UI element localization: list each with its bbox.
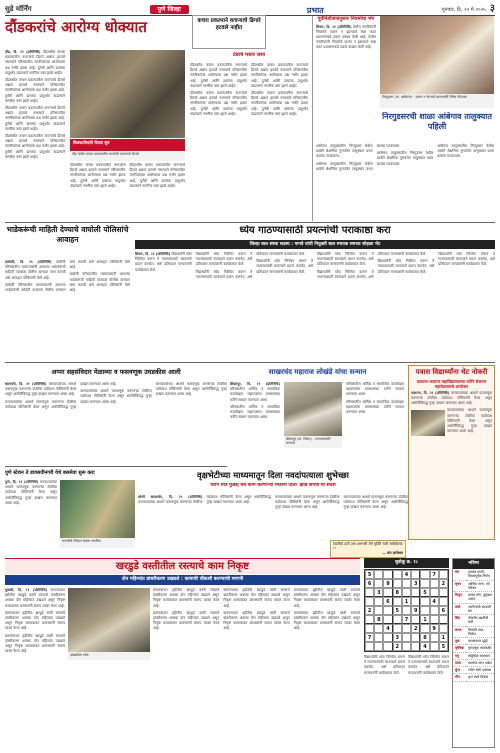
dhyey-body-text-6: विद्यार्थ्यांनी ध्येय निश्चित करून ते गाठण्यासाठी सातत्याने प्रयत्न करावेत, असे प्रतिपादन मान्यवरांनी कार्यक्रमात केले.: [316, 252, 427, 279]
lead-side-headline: कचरा प्रकल्पाने कचऱ्याचे ढिगारे हटवले नाहीत: [197, 18, 261, 32]
lead-col3-text-3: दौंडमधील कचरा प्रकल्पातील कचऱ्याचे ढिगारे अद्याप हटवले नसल्याने परिसरातील नागरिकांच्या आरोग्याचा प्रश्न गंभीर झाला आहे. दुर्गंधी आणि डासांचा प्रादुर्भाव वाढल्याने नागरिक त्रस्त झाले आहेत.: [251, 63, 308, 88]
horoscope-sign: कन्या: [453, 626, 466, 638]
lokhande-headline: साखरचंद महाराज लोखंडे यांचा सन्मान: [268, 368, 367, 376]
sudoku-cell: 5: [365, 570, 374, 579]
horoscope-table: [453, 569, 494, 682]
sudoku-cell: [383, 633, 392, 642]
rescue-body-text: कागदपत्रांच्या आधारे फसवणूक करणाऱ्या टोळीचा पर्दाफाश पोलिसांनी केला असून आरोपींविरुद्ध गुन्हा दाखल करण्यात आला आहे.: [5, 480, 57, 505]
sudoku-cell: [402, 606, 411, 615]
accident-body-text-3: कागदपत्रांच्या आधारे फसवणूक करणाऱ्या टोळीचा पर्दाफाश पोलिसांनी केला असून आरोपींविरुद्ध गुन्हा दाखल करण्यात आला आहे.: [80, 389, 152, 404]
rescue-body: [5, 480, 57, 555]
right-brief: [316, 16, 376, 106]
horoscope-text: कामाचा ताण वाढेल: [466, 659, 494, 666]
sudoku-cell: 2: [365, 606, 374, 615]
lead-side-box: [192, 15, 266, 49]
sudoku-cell: [374, 606, 383, 615]
sudoku-cell: [383, 588, 392, 597]
lokhande-body-text-3: परिसरातील धार्मिक व सामाजिक कार्याबद्दल महाराजांचा ग्रामस्थांच्या वतीने सत्कार करण्यात आला.: [346, 382, 404, 397]
right-brief-title: पूर्वनियोजनानुसार नियमांचा भंग: [317, 16, 375, 22]
garbage-photo: [70, 50, 185, 138]
sudoku-cell: 3: [393, 633, 402, 642]
horoscope-sign: कर्क: [453, 603, 466, 615]
school-body-text: आंबेगाव तालुक्यातील निरगुडसर येथील शाळेने शैक्षणिक गुणवत्तेत तालुक्यात प्रथम क्रमांक पटकावला.: [316, 144, 373, 159]
horoscope-row: [453, 667, 494, 674]
road-body-2: [153, 588, 360, 748]
sudoku-cell: [365, 588, 374, 597]
lead-box-title: मिळकतींसाठी विवाद सुरु: [70, 139, 185, 151]
dhyey-body-text-3: विद्यार्थ्यांनी ध्येय निश्चित करून ते गाठण्यासाठी सातत्याने प्रयत्न करावेत, असे प्रतिपादन मान्यवरांनी कार्यक्रमात केले.: [195, 252, 306, 279]
section-label: सुडे मॉर्निंग: [5, 5, 32, 14]
dhyey-body-text-2: विद्यार्थ्यांनी ध्येय निश्चित करून ते गाठण्यासाठी सातत्याने प्रयत्न करावेत, असे प्रतिपादन मान्यवरांनी कार्यक्रमात केले.: [195, 252, 253, 267]
sudoku-cell: [365, 615, 374, 624]
police-headline: भाडेकरूंची माहिती देण्याचे वाघोली पोलिसांचे आवाहन: [6, 225, 129, 244]
horoscope-text: शुभ वार्ता मिळेल: [466, 674, 494, 681]
sudoku-cell: 8: [374, 615, 383, 624]
sudoku-cell: [439, 597, 448, 606]
sudoku-cell: 4: [430, 597, 439, 606]
dhyey-headline: ध्येय गाठण्यासाठी प्रयत्नांची पराकाष्ठा करा: [239, 225, 391, 236]
horoscope-sign: मीन: [453, 674, 466, 681]
sudoku-cell: [411, 633, 420, 642]
lokhande-body: [230, 382, 280, 452]
sudoku-cell: 8: [393, 588, 402, 597]
school-photo-caption: निरगुडसर (ता. आंबेगाव) : प्रयत्न न केल्याने ग्रामस्थांनी निषेध नोंदवला: [380, 94, 494, 108]
horoscope-row: [453, 580, 494, 592]
road-body-text-8: ग्रामपंचायत हद्दीतील खरडुडे वस्ती रस्त्याचे डांबरीकरण अवघ्या दोन महिन्यांत उखडले असून निकृष्ट कामाबाबत ग्रामस्थांनी संताप व्यक्त केला आहे.: [293, 588, 360, 608]
lead-col2-text-2: दौंडमधील कचरा प्रकल्पातील कचऱ्याचे ढिगारे अद्याप हटवले नसल्याने परिसरातील नागरिकांच्या आरोग्याचा प्रश्न गंभीर झाला आहे. दुर्गंधी आणि डासांचा प्रादुर्भाव वाढल्याने नागरिक त्रस्त झाले आहेत.: [129, 163, 185, 188]
patra-headline: पत्रास विद्यार्थ्यांना थेट नोकरी: [415, 368, 488, 376]
road-body-text-7: ग्रामपंचायत हद्दीतील खरडुडे वस्ती रस्त्याचे डांबरीकरण अवघ्या दोन महिन्यांत उखडले असून निकृष्ट कामाबाबत ग्रामस्थांनी संताप व्यक्त केला आहे.: [223, 610, 290, 631]
patra-box: [408, 365, 495, 540]
sudoku-cell: [374, 624, 383, 633]
sudoku-cell: [402, 633, 411, 642]
horoscope-row: [453, 652, 494, 659]
road-photo: [68, 588, 150, 652]
horoscope-sign: वृश्चिक: [455, 646, 464, 651]
sudoku-cell: [393, 597, 402, 606]
lokhande-body-text: परिसरातील धार्मिक व सामाजिक कार्याबद्दल महाराजांचा ग्रामस्थांच्या वतीने सत्कार करण्यात आला.: [230, 387, 280, 402]
sudoku-cell: [383, 642, 392, 651]
sudoku-cell: [420, 570, 429, 579]
horoscope-row: [453, 569, 494, 580]
horoscope-text: नोकरीत बढतीची संधी: [466, 615, 494, 627]
sudoku-cell: [430, 606, 439, 615]
road-body-text-3: ग्रामपंचायत हद्दीतील खरडुडे वस्ती रस्त्याचे डांबरीकरण अवघ्या दोन महिन्यांत उखडले असून निकृष्ट कामाबाबत ग्रामस्थांनी संताप व्यक्त केला आहे.: [5, 633, 65, 654]
accident-headline-box: [5, 365, 227, 379]
road-body-text: ग्रामपंचायत हद्दीतील खरडुडे वस्ती रस्त्याचे डांबरीकरण अवघ्या दोन महिन्यांत उखडले असून निकृष्ट कामाबाबत ग्रामस्थांनी संताप व्यक्त केला आहे.: [5, 588, 65, 608]
school-photo: [380, 16, 494, 94]
police-headline-box: [5, 225, 130, 259]
horoscope-sign: धनु: [453, 652, 466, 659]
sudoku-cell: [420, 597, 429, 606]
road-dateline: मुळशी, दि. २१ (प्रतिनिधि): [5, 588, 48, 592]
police-body-text-3: वाघोली परिसरातील घरमालकांनी आपल्या भाडेकरूंची माहिती तात्काळ पोलीस ठाण्यात जमा करावी असे आवाहन पोलिसांनी केले आहे.: [69, 272, 130, 293]
sudoku-cell: [374, 579, 383, 588]
patra-body-text: कागदपत्रांच्या आधारे फसवणूक करणाऱ्या टोळीचा पर्दाफाश पोलिसांनी केला असून आरोपींविरुद्ध गुन्हा दाखल करण्यात आला आहे.: [411, 390, 492, 406]
road-body-text-5: ग्रामपंचायत हद्दीतील खरडुडे वस्ती रस्त्याचे डांबरीकरण अवघ्या दोन महिन्यांत उखडले असून निकृष्ट कामाबाबत ग्रामस्थांनी संताप व्यक्त केला आहे.: [153, 610, 220, 631]
rescue-caption: मागणीचे निवेदन देताना नागरिक: [60, 538, 135, 548]
police-body: [5, 260, 130, 360]
sudoku-cell: [439, 570, 448, 579]
dhyey-body-text-7: विद्यार्थ्यांनी ध्येय निश्चित करून ते गाठण्यासाठी सातत्याने प्रयत्न करावेत, असे प्रतिपादन मान्यवरांनी कार्यक्रमात केले.: [377, 259, 435, 274]
sudoku-cell: 4: [420, 642, 429, 651]
sudoku-cell: 3: [374, 588, 383, 597]
police-body-text-2: वाघोली परिसरातील घरमालकांनी आपल्या भाडेकरूंची माहिती तात्काळ पोलीस ठाण्यात जमा करावी असे आवाहन पोलिसांनी केले आहे.: [5, 260, 130, 293]
sudoku-cell: [383, 606, 392, 615]
city-tag: पुणे जिल्हा: [150, 5, 189, 15]
sudoku-cell: 7: [365, 633, 374, 642]
sudoku-cell: [430, 588, 439, 597]
patra-photo: [411, 410, 445, 436]
dhyey-body-text-5: विद्यार्थ्यांनी ध्येय निश्चित करून ते गाठण्यासाठी सातत्याने प्रयत्न करावेत, असे प्रतिपादन मान्यवरांनी कार्यक्रमात केले.: [316, 252, 374, 267]
sudoku-cell: 9: [383, 579, 392, 588]
sudoku-cell: [365, 597, 374, 606]
sudoku-cell: [402, 579, 411, 588]
dhyey-headline-box: [135, 225, 495, 239]
lokhande-dateline: शिक्रापूर, दि. २१ (प्रतिनिधि): [230, 382, 280, 386]
sudoku-cell: [420, 579, 429, 588]
school-body: [316, 110, 494, 220]
lead-body-repeat-3: दौंडमधील कचरा प्रकल्पातील कचऱ्याचे ढिगारे अद्याप हटवले नसल्याने परिसरातील नागरिकांच्या आरोग्याचा प्रश्न गंभीर झाला आहे. दुर्गंधी आणि डासांचा प्रादुर्भाव वाढल्याने नागरिक त्रस्त झाले आहेत.: [5, 134, 65, 159]
lead-dateline: दौंड, दि. २१ (प्रतिनिधि): [5, 50, 41, 54]
sudoku-side-body-2: विद्यार्थ्यांनी ध्येय निश्चित करून ते गाठण्यासाठी सातत्याने प्रयत्न करावेत, असे प्रतिपादन मान्यवरांनी कार्यक्रमात केले.: [408, 655, 449, 675]
road-headline-box: [5, 558, 360, 574]
page-number: ३: [489, 3, 495, 15]
rescue-headline-box: [5, 468, 135, 478]
road-headline: खरडुडे वस्तीतील रस्त्याचे काम निकृष्ट: [115, 561, 250, 572]
lokhande-body-text-4: परिसरातील धार्मिक व सामाजिक कार्याबद्दल महाराजांचा ग्रामस्थांच्या वतीने सत्कार करण्यात आला.: [346, 399, 404, 415]
horoscope-sign: सिंह: [453, 615, 466, 627]
lead-col3-text-4: दौंडमधील कचरा प्रकल्पातील कचऱ्याचे ढिगारे अद्याप हटवले नसल्याने परिसरातील नागरिकांच्या आरोग्याचा प्रश्न गंभीर झाला आहे. दुर्गंधी आणि डासांचा प्रादुर्भाव वाढल्याने नागरिक त्रस्त झाले आहेत.: [251, 91, 308, 116]
patra-body-text-2: कागदपत्रांच्या आधारे फसवणूक करणाऱ्या टोळीचा पर्दाफाश पोलिसांनी केला असून आरोपींविरुद्ध गुन्हा दाखल करण्यात आला आहे.: [447, 408, 492, 434]
lead-col3-text: दौंडमधील कचरा प्रकल्पातील कचऱ्याचे ढिगारे अद्याप हटवले नसल्याने परिसरातील नागरिकांच्या आरोग्याचा प्रश्न गंभीर झाला आहे. दुर्गंधी आणि डासांचा प्रादुर्भाव वाढल्याने नागरिक त्रस्त झाले आहेत.: [190, 63, 247, 88]
sudoku-cell: [420, 624, 429, 633]
right-brief-body-2: येथील नागरिकांनी नियमांचे पालन न झाल्याचे स्पष्ट करत प्रशासनाकडे तक्रार दाखल केली आहे.: [316, 34, 376, 50]
lead-headline-box: [5, 18, 190, 46]
lead-col3-text-2: दौंडमधील कचरा प्रकल्पातील कचऱ्याचे ढिगारे अद्याप हटवले नसल्याने परिसरातील नागरिकांच्या आरोग्याचा प्रश्न गंभीर झाला आहे. दुर्गंधी आणि डासांचा प्रादुर्भाव वाढल्याने नागरिक त्रस्त झाले आहेत.: [190, 91, 247, 116]
sudoku-cell: [439, 615, 448, 624]
brand-logo: प्रभात: [306, 4, 324, 15]
road-body-text-6: ग्रामपंचायत हद्दीतील खरडुडे वस्ती रस्त्याचे डांबरीकरण अवघ्या दोन महिन्यांत उखडले असून निकृष्ट कामाबाबत ग्रामस्थांनी संताप व्यक्त केला आहे.: [223, 588, 290, 608]
sudoku-cell: [383, 615, 392, 624]
sudoku-cell: [374, 570, 383, 579]
sudoku-cell: 5: [420, 588, 429, 597]
sudoku-cell: 6: [383, 597, 392, 606]
horoscope-text: व्यवसायात वृद्धी: [466, 638, 494, 645]
horoscope-text: मित्रांची मदत मिळेल: [466, 626, 494, 638]
accident-body-text-4: कागदपत्रांच्या आधारे फसवणूक करणाऱ्या टोळीचा पर्दाफाश पोलिसांनी केला असून आरोपींविरुद्ध गुन्हा दाखल करण्यात आला आहे.: [155, 382, 227, 397]
sudoku-cell: 6: [365, 579, 374, 588]
sudoku-cell: 2: [411, 624, 420, 633]
right-brief-body: येथील नागरिकांनी नियमांचे पालन न झाल्याचे स्पष्ट करत प्रशासनाकडे तक्रार दाखल केली आहे.: [316, 24, 376, 39]
sudoku-cell: [439, 624, 448, 633]
sudoku-cell: [411, 642, 420, 651]
sudoku-side-body: विद्यार्थ्यांनी ध्येय निश्चित करून ते गाठण्यासाठी सातत्याने प्रयत्न करावेत, असे प्रतिपादन मान्यवरांनी कार्यक्रमात केले.: [364, 655, 405, 675]
lead-photo-caption: दौंड येथील कचरा प्रकल्पातील साचलेले कचऱ्याचे ढिगारे: [70, 151, 185, 161]
sudoku-grid: [364, 569, 449, 652]
sudoku-cell: [374, 633, 383, 642]
sudoku-cell: [374, 597, 383, 606]
dhyey-subhead: जिल्हा बाल संस्था सदस्य : मानवे यांची नियुक्ती बाल स्नायक स्मारक सोहळा भेट: [135, 240, 495, 249]
horoscope-text: कौटुंबिक समाधान: [466, 652, 494, 659]
horoscope-sign: कुंभ: [453, 667, 466, 674]
sudoku-cell: 1: [420, 615, 429, 624]
sudoku-cell: [365, 642, 374, 651]
dhyey-body-text-4: विद्यार्थ्यांनी ध्येय निश्चित करून ते गाठण्यासाठी सातत्याने प्रयत्न करावेत, असे प्रतिपादन मान्यवरांनी कार्यक्रमात केले.: [256, 259, 313, 274]
sudoku-cell: 9: [430, 624, 439, 633]
accident-headline: अप्पर सहसंविदार मेळाव्या व फसवणूक उघडकीस आली: [51, 368, 181, 376]
lead-column-3: [190, 63, 308, 219]
road-body-1: [5, 588, 65, 748]
school-body-text-3: आंबेगाव तालुक्यातील निरगुडसर येथील शाळेने शैक्षणिक गुणवत्तेत तालुक्यात प्रथम क्रमांक पटकावला.: [376, 151, 434, 166]
sudoku-cell: [393, 579, 402, 588]
sudoku-cell: [393, 624, 402, 633]
sudoku-cell: [402, 588, 411, 597]
sudoku-cell: [393, 570, 402, 579]
horoscope-row: [453, 645, 494, 652]
sudoku-cell: 3: [411, 579, 420, 588]
lokhande-body-2: [346, 382, 404, 452]
tree-headline-box: [138, 468, 408, 482]
lead-column-1: [5, 50, 65, 220]
rescue-dateline: पुणे, दि. २१ (प्रतिनिधि): [5, 480, 39, 484]
sudoku-cell: 4: [402, 570, 411, 579]
sudoku-cell: [365, 624, 374, 633]
horoscope-row: [453, 674, 494, 681]
lead-column-2: [70, 163, 185, 219]
sudoku-cell: 9: [411, 606, 420, 615]
horoscope-row: [453, 592, 494, 604]
horoscope-sign: मकर: [453, 659, 466, 666]
sudoku-cell: 2: [439, 579, 448, 588]
tree-headline: वृक्षभेटीच्या माध्यमातून दिला नवदांपत्याला शुभेच्छा: [197, 470, 349, 480]
accident-body-text-2: कागदपत्रांच्या आधारे फसवणूक करणाऱ्या टोळीचा पर्दाफाश पोलिसांनी केला असून आरोपींविरुद्ध गुन्हा दाखल करण्यात आला आहे.: [5, 382, 117, 409]
lokhande-caption: शिक्रापूर (ता. शिरूर) : सन्मानप्रसंगी मान्यवर: [284, 436, 342, 448]
lead-body: दौंडमधील कचरा प्रकल्पातील कचऱ्याचे ढिगारे अद्याप हटवले नसल्याने परिसरातील नागरिकांच्या आरोग्याचा प्रश्न गंभीर झाला आहे. दुर्गंधी आणि डासांचा प्रादुर्भाव वाढल्याने नागरिक त्रस्त झाले आहेत.: [5, 50, 65, 75]
tree-body-text-2: कागदपत्रांच्या आधारे फसवणूक करणाऱ्या टोळीचा पर्दाफाश पोलिसांनी केला असून आरोपींविरुद्ध गुन्हा दाखल करण्यात आला आहे.: [275, 495, 340, 510]
patra-dateline: फलटण, दि. २१ (प्रतिनिधि): [411, 390, 450, 395]
horoscope-title: भविष्य: [453, 559, 494, 569]
dhyey-dateline: शिरूर, दि. २१ (प्रतिनिधि): [135, 252, 171, 256]
horoscope-text: गुंतवणूक फायदेशीर: [466, 645, 494, 652]
tree-dateline: लोणी काळभोर, दि. २१ (प्रतिनिधि): [138, 495, 203, 499]
sudoku-cell: [430, 633, 439, 642]
horoscope-row: [453, 638, 494, 645]
horoscope-sign: वृषभ: [453, 580, 466, 592]
police-dateline: वाघोली, दि. २१ (प्रतिनिधि): [5, 260, 52, 264]
road-body-text-2: ग्रामपंचायत हद्दीतील खरडुडे वस्ती रस्त्याचे डांबरीकरण अवघ्या दोन महिन्यांत उखडले असून निकृष्ट कामाबाबत ग्रामस्थांनी संताप व्यक्त केला आहे.: [5, 610, 65, 631]
horoscope-text: प्रवास योग, कुटुंबात आनंद: [467, 593, 492, 602]
horoscope-text: आर्थिक लाभ, नवे परिचय: [466, 580, 494, 592]
horoscope-text: आरोग्याची काळजी घ्या: [466, 603, 494, 615]
horoscope-row: [453, 626, 494, 638]
horoscope-sign: मिथुन: [453, 592, 466, 604]
sudoku-cell: 7: [430, 570, 439, 579]
sudoku-title: सुडोकू क्र. १८: [364, 558, 449, 568]
sudoku-cell: [420, 606, 429, 615]
lead-headline: दौंडकरांचे आरोग्य धोक्यात: [5, 18, 147, 36]
sudoku-cell: [402, 624, 411, 633]
sudoku-cell: 2: [393, 642, 402, 651]
sudoku-cell: [383, 570, 392, 579]
school-body-text-4: आंबेगाव तालुक्यातील निरगुडसर येथील शाळेने शैक्षणिक गुणवत्तेत तालुक्यात प्रथम क्रमांक पटकावला.: [437, 144, 494, 159]
lead-body-repeat-2: दौंडमधील कचरा प्रकल्पातील कचऱ्याचे ढिगारे अद्याप हटवले नसल्याने परिसरातील नागरिकांच्या आरोग्याचा प्रश्न गंभीर झाला आहे. दुर्गंधी आणि डासांचा प्रादुर्भाव वाढल्याने नागरिक त्रस्त झाले आहेत.: [5, 106, 65, 131]
horoscope-box: [452, 558, 495, 748]
accident-body: [5, 382, 227, 464]
tree-quote: देवाचिये दारी उभा क्षणभरी तेणे मुक्ति चारी साधियेल्या ।।: [333, 542, 403, 551]
divider-3: [5, 466, 227, 467]
tree-subhead: पराग मित्र फुडस् येथे काम करणाऱ्या मित्रांनी दिला 'झाडे जगवा'चा संदेश: [210, 483, 336, 488]
column-divider: [312, 16, 313, 221]
horoscope-row: [453, 659, 494, 666]
sudoku-cell: 7: [402, 615, 411, 624]
police-body-text: वाघोली परिसरातील घरमालकांनी आपल्या भाडेकरूंची माहिती तात्काळ पोलीस ठाण्यात जमा करावी असे आवाहन पोलिसांनी केले आहे.: [5, 260, 66, 280]
horoscope-row: [453, 603, 494, 615]
sudoku-cell: 4: [383, 624, 392, 633]
divider-1: [5, 222, 495, 223]
sudoku-cell: [374, 642, 383, 651]
road-subhead: दोन महिन्यांत डांबरीकरण उखडले : कामाची चौकशी करण्याची मागणी: [5, 575, 360, 585]
patra-subhead: फलटण–फलटण महाविद्यालयाच्या वतीने रोजगार महामेळाव्याचे आयोजन: [416, 378, 487, 389]
school-headline: निरगुडसरची शाळा आंबेगाव तालुक्यात पहिली: [382, 112, 492, 131]
tree-quote-author: — संत ज्ञानेश्वर: [382, 550, 403, 555]
horoscope-text: कामात प्रगती, विचारपूर्वक निर्णय: [466, 569, 494, 580]
horoscope-text: नवीन संधी उपलब्ध: [466, 667, 494, 674]
rescue-photo: [60, 480, 135, 538]
sudoku-cell: [430, 615, 439, 624]
lokhande-headline-box: [230, 365, 405, 379]
sudoku-cell: 5: [393, 606, 402, 615]
sudoku-cell: [411, 588, 420, 597]
school-body-text-2: आंबेगाव तालुक्यातील निरगुडसर येथील शाळेने शैक्षणिक गुणवत्तेत तालुक्यात प्रथम क्रमांक पटकावला.: [316, 144, 401, 171]
sudoku-cell: [402, 642, 411, 651]
lokhande-photo: [284, 382, 342, 436]
dhyey-body: [135, 252, 495, 360]
accident-body-text: कागदपत्रांच्या आधारे फसवणूक करणाऱ्या टोळीचा पर्दाफाश पोलिसांनी केला असून आरोपींविरुद्ध गुन्हा दाखल करण्यात आला आहे.: [5, 382, 77, 397]
sudoku-cell: [439, 588, 448, 597]
sudoku-cell: 8: [420, 633, 429, 642]
horoscope-sign: मेष: [453, 569, 466, 580]
tree-body-text-3: कागदपत्रांच्या आधारे फसवणूक करणाऱ्या टोळीचा पर्दाफाश पोलिसांनी केला असून आरोपींविरुद्ध गुन्हा दाखल करण्यात आला आहे.: [343, 495, 408, 510]
tree-quote-box: [330, 540, 406, 558]
road-caption: उखडलेला रस्ता: [68, 652, 150, 660]
date-line: गुरुवार, दि. २२ मे २०२५ ३: [441, 3, 495, 15]
sudoku-cell: 5: [439, 642, 448, 651]
sudoku-side-text: [364, 655, 449, 748]
rescue-headline: पुणे स्टेशन ते डायसवीनगरी येथे बससेवा सुरू करा: [5, 470, 95, 476]
accident-dateline: बारामती, दि. २१ (प्रतिनिधि): [5, 382, 47, 386]
sudoku-cell: 6: [439, 606, 448, 615]
sudoku-cell: [430, 579, 439, 588]
sudoku-cell: [411, 597, 420, 606]
lead-subhead: टेंडरचे मस्तर जसा: [232, 52, 266, 58]
lead-col2-text: दौंडमधील कचरा प्रकल्पातील कचऱ्याचे ढिगारे अद्याप हटवले नसल्याने परिसरातील नागरिकांच्या आरोग्याचा प्रश्न गंभीर झाला आहे. दुर्गंधी आणि डासांचा प्रादुर्भाव वाढल्याने नागरिक त्रस्त झाले आहेत.: [70, 163, 126, 188]
horoscope-row: [453, 615, 494, 627]
sudoku-cell: [411, 615, 420, 624]
road-body-text-4: ग्रामपंचायत हद्दीतील खरडुडे वस्ती रस्त्याचे डांबरीकरण अवघ्या दोन महिन्यांत उखडले असून निकृष्ट कामाबाबत ग्रामस्थांनी संताप व्यक्त केला आहे.: [153, 588, 220, 608]
sudoku-cell: 1: [439, 633, 448, 642]
sudoku-cell: 1: [402, 597, 411, 606]
road-body-text-9: ग्रामपंचायत हद्दीतील खरडुडे वस्ती रस्त्याचे डांबरीकरण अवघ्या दोन महिन्यांत उखडले असून निकृष्ट कामाबाबत ग्रामस्थांनी संताप व्यक्त केला आहे.: [293, 610, 360, 631]
right-brief-dateline: शिरूर, दि. २१ (प्रतिनिधि): [316, 24, 352, 29]
dhyey-body-text-8: विद्यार्थ्यांनी ध्येय निश्चित करून ते गाठण्यासाठी सातत्याने प्रयत्न करावेत, असे प्रतिपादन मान्यवरांनी कार्यक्रमात केले.: [438, 252, 495, 267]
lokhande-body-text-2: परिसरातील धार्मिक व सामाजिक कार्याबद्दल महाराजांचा ग्रामस्थांच्या वतीने सत्कार करण्यात आला.: [230, 404, 280, 420]
divider-2: [5, 362, 495, 363]
dhyey-body-text: विद्यार्थ्यांनी ध्येय निश्चित करून ते गाठण्यासाठी सातत्याने प्रयत्न करावेत, असे प्रतिपादन मान्यवरांनी कार्यक्रमात केले.: [135, 252, 192, 272]
sudoku-cell: [393, 615, 402, 624]
tree-body-text: कागदपत्रांच्या आधारे फसवणूक करणाऱ्या टोळीचा पर्दाफाश पोलिसांनी केला असून आरोपींविरुद्ध गुन्हा दाखल करण्यात आला आहे.: [138, 495, 271, 505]
sudoku-cell: [430, 642, 439, 651]
horoscope-sign: तुळ: [453, 638, 466, 645]
lead-body-repeat: दौंडमधील कचरा प्रकल्पातील कचऱ्याचे ढिगारे अद्याप हटवले नसल्याने परिसरातील नागरिकांच्या आरोग्याचा प्रश्न गंभीर झाला आहे. दुर्गंधी आणि डासांचा प्रादुर्भाव वाढल्याने नागरिक त्रस्त झाले आहेत.: [5, 78, 65, 103]
sudoku-cell: [411, 570, 420, 579]
